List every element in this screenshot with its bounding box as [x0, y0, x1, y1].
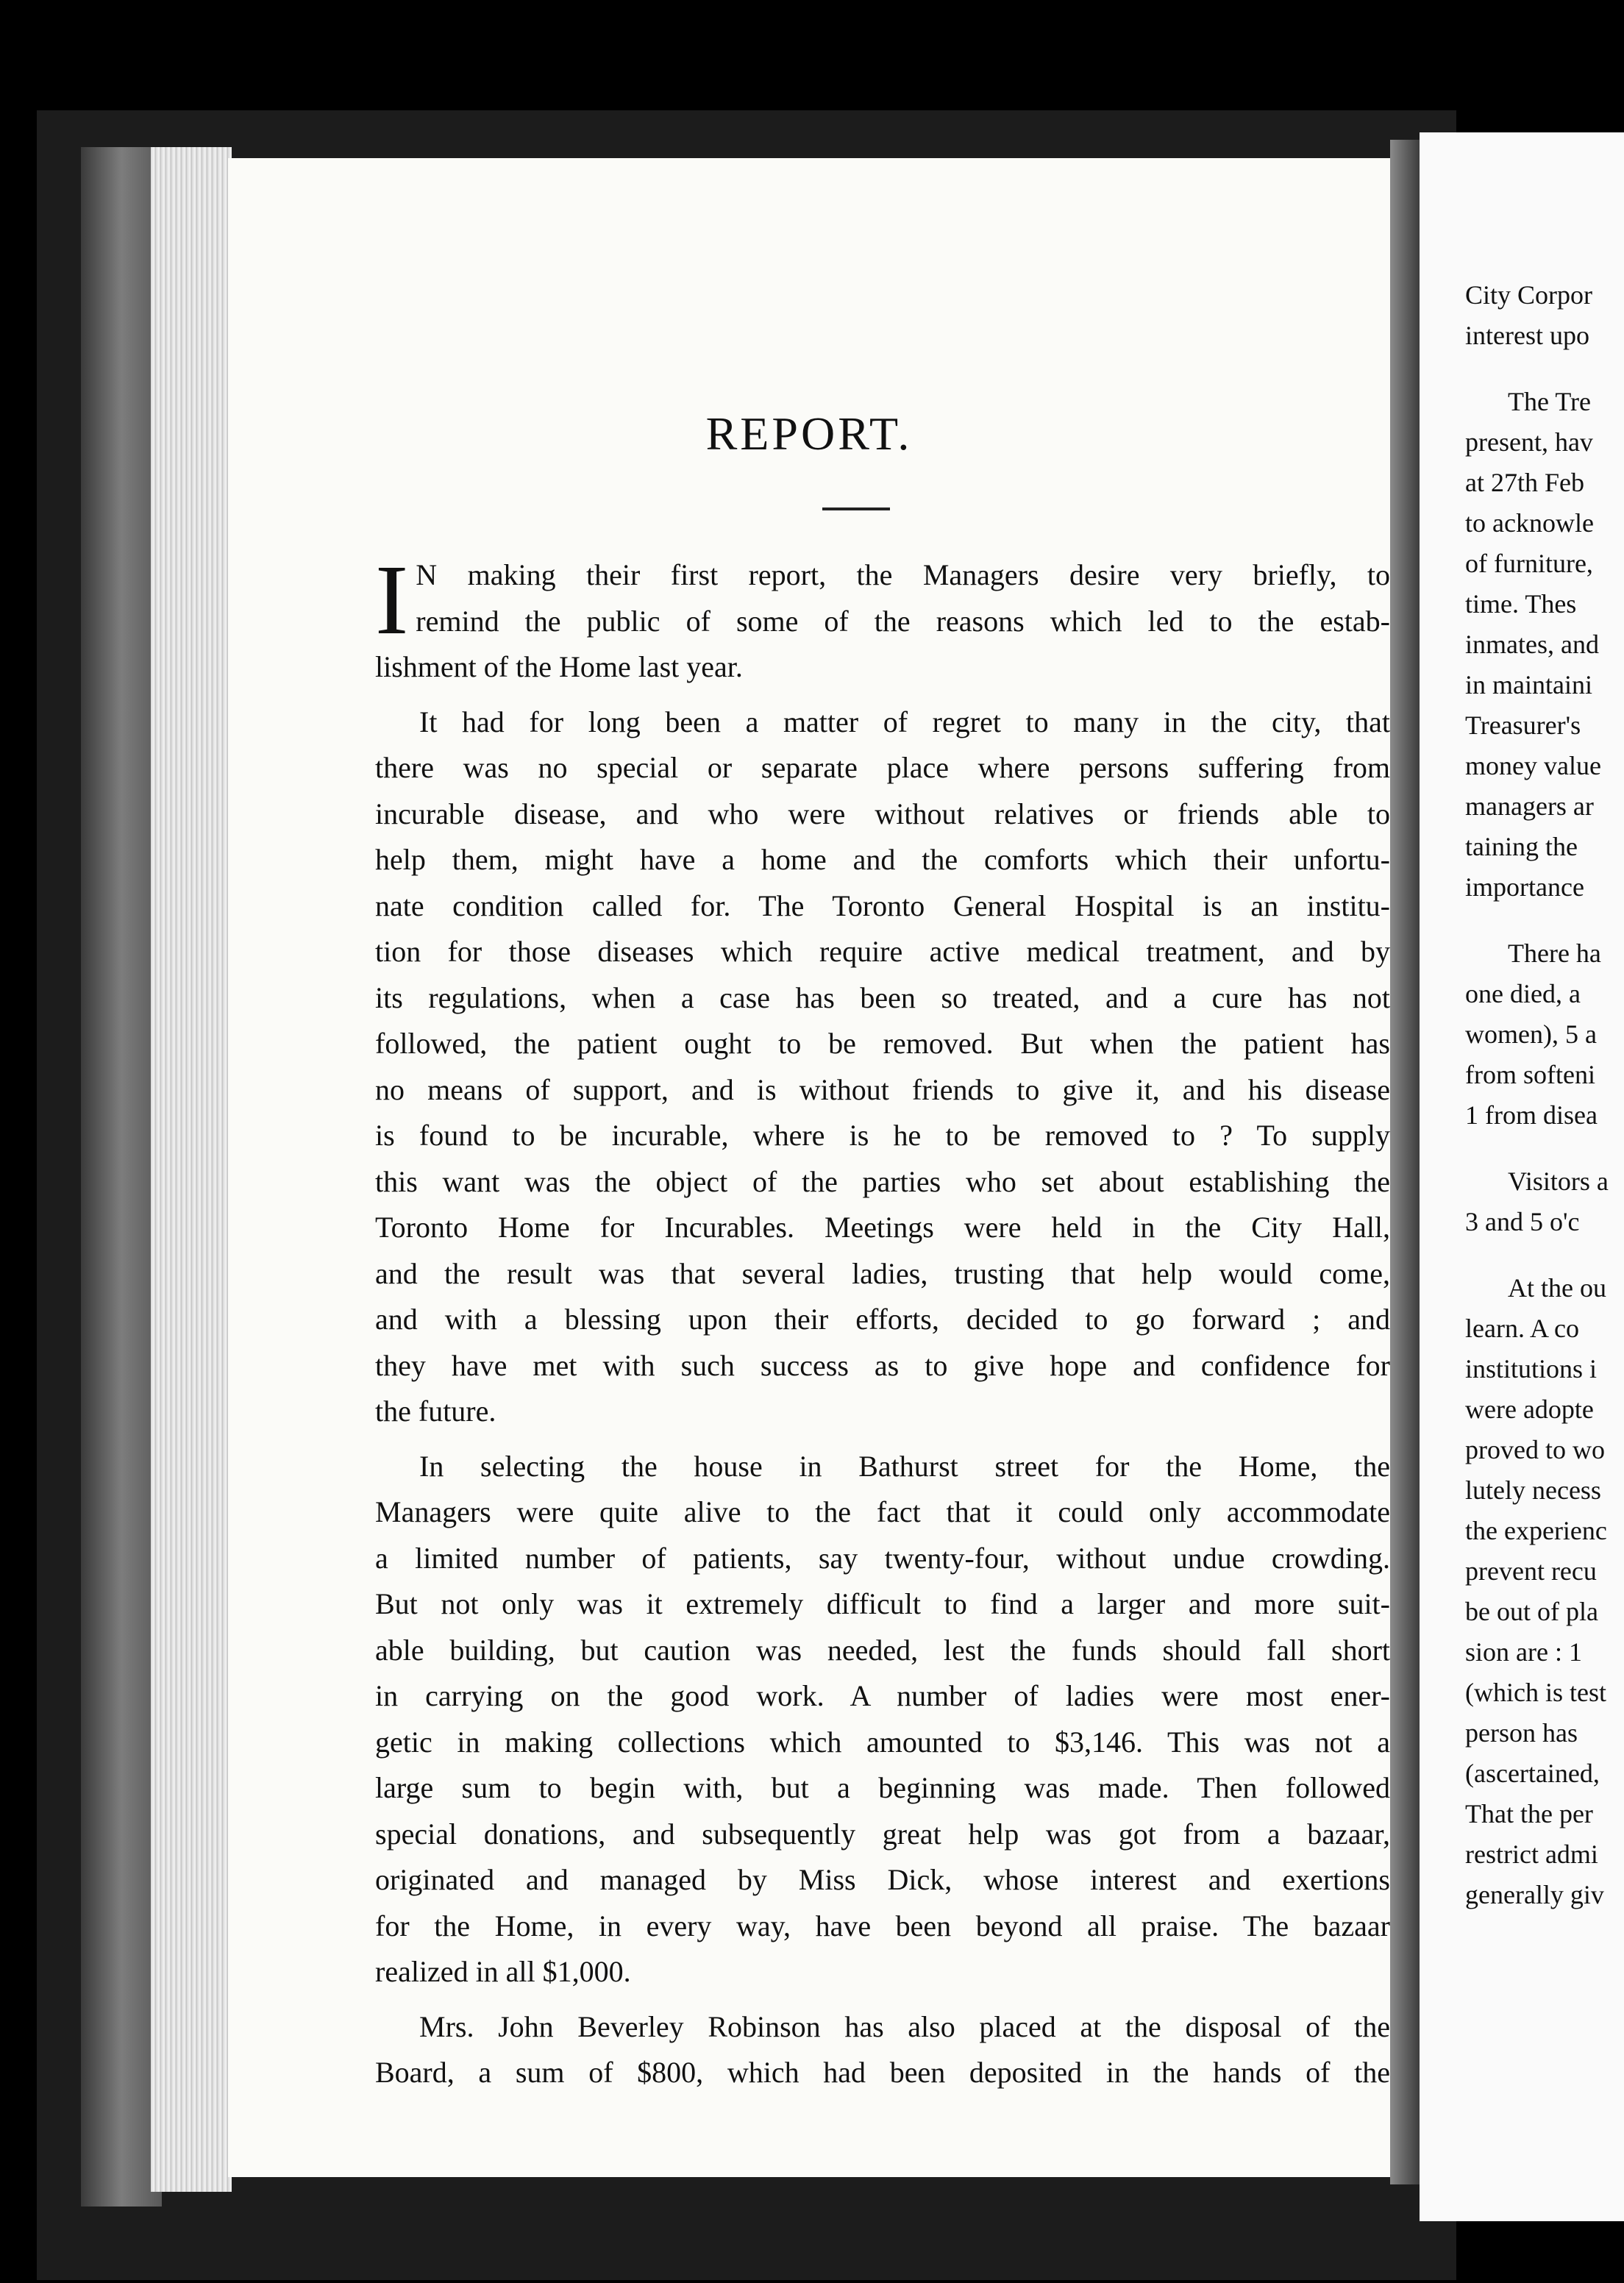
text-line: importance: [1465, 872, 1584, 902]
page-title: REPORT.: [705, 407, 913, 460]
text-line: prevent recu: [1465, 1556, 1597, 1586]
text-line: getic in making collections which amounted to $3,146. This was not a: [375, 1725, 1390, 1759]
text-line: Treasurer's: [1465, 710, 1581, 740]
page-edges: [151, 147, 232, 2192]
text-line: money value: [1465, 751, 1601, 780]
text-line: at 27th Feb: [1465, 468, 1584, 497]
text-line: The Tre: [1508, 387, 1592, 416]
right-page-fragment: [1420, 132, 1624, 2221]
text-line: N making their first report, the Managers desire very briefly, to: [416, 558, 1390, 591]
text-line: (ascertained,: [1465, 1759, 1600, 1788]
text-line: nate condition called for. The Toronto General Hospital is an institu-: [375, 888, 1390, 922]
text-line: Toronto Home for Incurables. Meetings were held in the City Hall,: [375, 1211, 1390, 1244]
text-line: its regulations, when a case has been so treated, and a cure has not: [375, 980, 1390, 1014]
text-line: they have met with such success as to give hope and confidence for: [375, 1348, 1390, 1382]
text-line: the future.: [375, 1395, 496, 1428]
text-line: But not only was it extremely difficult to find a larger and more suit-: [375, 1587, 1390, 1620]
gutter-shadow: [1390, 140, 1420, 2184]
paragraph-3: [375, 1444, 1390, 1995]
text-line: special donations, and subsequently great help was got from a bazaar,: [375, 1817, 1390, 1851]
text-line: able building, but caution was needed, lest the funds should fall short: [375, 1633, 1390, 1667]
text-line: At the ou: [1508, 1273, 1606, 1303]
text-line: restrict admi: [1465, 1839, 1598, 1869]
text-line: and with a blessing upon their efforts, decided to go forward ; and: [375, 1303, 1390, 1336]
text-line: this want was the object of the parties who set about establishing the: [375, 1164, 1390, 1198]
text-line: There ha: [1508, 939, 1601, 968]
text-line: a limited number of patients, say twenty-four, without undue crowding.: [375, 1541, 1390, 1575]
text-line: taining the: [1465, 832, 1578, 861]
text-line: the experienc: [1465, 1516, 1607, 1545]
text-line: no means of support, and is without friends to give it, and his disease: [375, 1072, 1390, 1106]
paragraph-4: [375, 2004, 1390, 2096]
text-line: lutely necess: [1465, 1475, 1601, 1505]
text-line: originated and managed by Miss Dick, whose interest and exertions: [375, 1863, 1390, 1896]
text-line: there was no special or separate place where persons suffering from: [375, 751, 1390, 784]
text-line: Managers were quite alive to the fact that it could only accommodate: [375, 1495, 1390, 1528]
text-line: Visitors a: [1508, 1167, 1609, 1196]
text-line: Mrs. John Beverley Robinson has also placed at the disposal of the: [419, 2009, 1390, 2043]
text-line: and the result was that several ladies, trusting that help would come,: [375, 1256, 1390, 1290]
text-line: women), 5 a: [1465, 1019, 1597, 1049]
text-line: learn. A co: [1465, 1314, 1579, 1343]
text-line: City Corpor: [1465, 280, 1593, 310]
text-line: time. Thes: [1465, 589, 1577, 619]
text-line: (which is test: [1465, 1678, 1606, 1707]
paragraph-1: [375, 545, 1390, 691]
drop-cap: I: [375, 545, 409, 655]
title-rule: [822, 507, 890, 510]
text-line: present, hav: [1465, 427, 1593, 457]
text-line: proved to wo: [1465, 1435, 1605, 1464]
text-line: managers ar: [1465, 791, 1594, 821]
text-line: 3 and 5 o'c: [1465, 1207, 1580, 1236]
report-body: [375, 545, 1390, 2105]
text-line: lishment of the Home last year.: [375, 650, 743, 683]
text-line: were adopte: [1465, 1395, 1594, 1424]
text-line: to acknowle: [1465, 508, 1594, 538]
text-line: one died, a: [1465, 979, 1581, 1008]
text-line: institutions i: [1465, 1354, 1598, 1383]
text-line: in maintaini: [1465, 670, 1592, 699]
text-line: In selecting the house in Bathurst street for the Home, the: [419, 1449, 1390, 1483]
text-line: incurable disease, and who were without relatives or friends able to: [375, 797, 1390, 830]
text-line: in carrying on the good work. A number of ladies were most ener-: [375, 1679, 1390, 1712]
text-line: 1 from disea: [1465, 1100, 1598, 1130]
text-line: followed, the patient ought to be removed. But when the patient has: [375, 1027, 1390, 1060]
left-page: [228, 158, 1390, 2177]
text-line: person has: [1465, 1718, 1578, 1748]
text-line: of furniture,: [1465, 549, 1593, 578]
text-line: help them, might have a home and the comforts which their unfortu-: [375, 843, 1390, 876]
text-line: That the per: [1465, 1799, 1593, 1828]
text-line: realized in all $1,000.: [375, 1955, 631, 1988]
text-line: sion are : 1: [1465, 1637, 1582, 1667]
text-line: generally giv: [1465, 1880, 1604, 1909]
text-line: be out of pla: [1465, 1597, 1598, 1626]
book-spine-cloth: [81, 147, 162, 2207]
text-line: inmates, and: [1465, 630, 1599, 659]
text-line: from softeni: [1465, 1060, 1595, 1089]
text-line: It had for long been a matter of regret to many in the city, that: [419, 705, 1390, 738]
text-line: tion for those diseases which require active medical treatment, and by: [375, 935, 1390, 968]
text-line: remind the public of some of the reasons which led to the estab-: [416, 604, 1390, 638]
text-line: large sum to begin with, but a beginning was made. Then followed: [375, 1771, 1390, 1804]
paragraph-2: [375, 699, 1390, 1435]
text-line: is found to be incurable, where is he to be removed to ? To supply: [375, 1119, 1390, 1152]
text-line: interest upo: [1465, 321, 1589, 350]
text-line: Board, a sum of $800, which had been deposited in the hands of the: [375, 2056, 1390, 2089]
text-line: for the Home, in every way, have been beyond all praise. The bazaar: [375, 1909, 1390, 1942]
